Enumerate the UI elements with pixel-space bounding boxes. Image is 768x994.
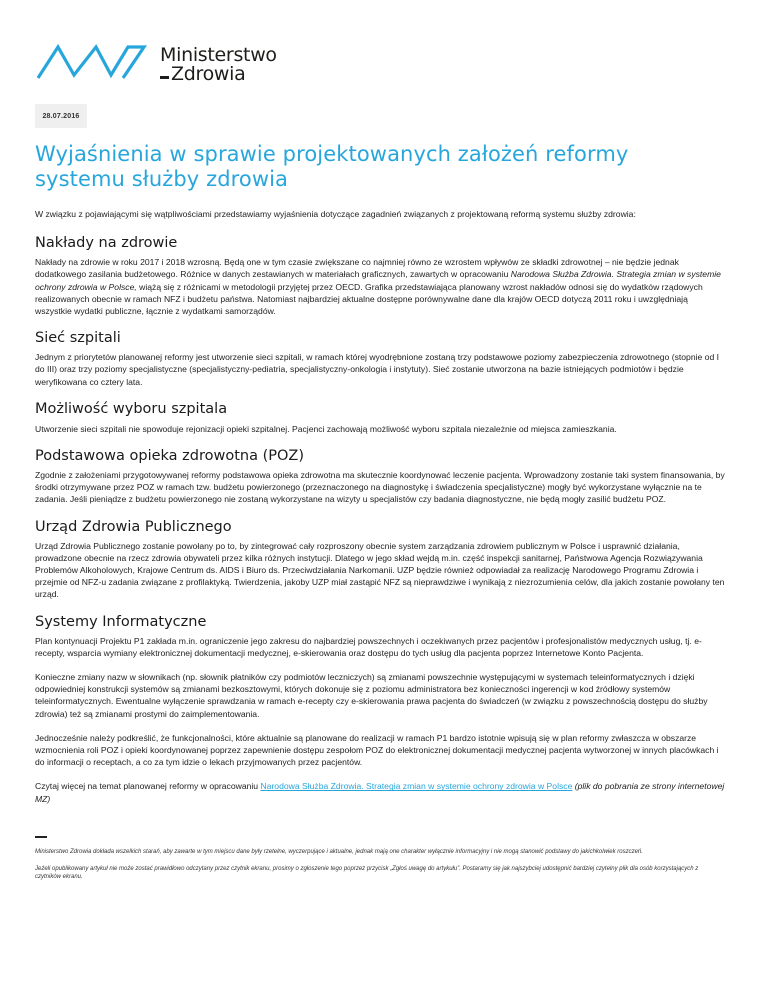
footer-divider	[35, 836, 47, 838]
paragraph-uzp: Urząd Zdrowia Publicznego zostanie powołany po to, by zintegrować cały rozproszony obecnie system zarządzania zdrowiem publicznym w Polsce i usprawnić działania, prowadzone obecnie na rzecz zdrowia obywateli przez kilka różnych instytucji. Dlatego w jego skład wejdą m.in. część inspekcji sanitarnej, Państwowa Agencja Rozwiązywania Problemów Alkoholowych, Krajowe Centrum ds. AIDS i Biuro ds. Przeciwdziałania Narkomanii. UZP będzie również odpowiadał za realizację Narodowego Programu Zdrowia i przejmie od NFZ-u zadania związane z profilaktyką. Twierdzenia, jakoby UZP miał zastąpić NFZ są nieprawdziwe i wynikają z niezrozumienia celów, dla jakich zostanie powołany ten urząd.	[35, 540, 725, 600]
text-fragment: wiążą się z różnicami w metodologii przyjętej przez OECD. Grafika przedstawiająca planowany wzrost nakładów odnosi się do wydatków rządowych realizowanych obecnie w ramach NFZ i budżetu państwa. Natomiast najbardziej aktualne dostępne porównywalne dane dla krajów OECD dotyczą 2011 roku i uwzględniają wszystkie wydatki publiczne, łącznie z wydatkami samorządów.	[35, 281, 703, 317]
heading-wybor: Możliwość wyboru szpitala	[35, 400, 228, 417]
paragraph-it-1: Plan kontynuacji Projektu P1 zakłada m.in. ograniczenie jego zakresu do najbardziej powszechnych i oczekiwanych przez pacjentów i profesjonalistów medycznych usług, tj. e-recepty, wsparcia wymiany elektronicznej dokumentacji medycznej, e-skierowania oraz dostępu do tych usług dla pacjenta poprzez Internetowe Konto Pacjenta.	[35, 635, 702, 658]
document-title: Narodowa Służba Zdrowia. Strategia zmian w systemie ochrony zdrowia w Polsce,	[35, 269, 721, 292]
paragraph-siec: Jednym z priorytetów planowanej reformy jest utworzenie sieci szpitali, w ramach której wyodrębnione zostaną trzy podstawowe poziomy zabezpieczenia zdrowotnego (stopnie od I do III) oraz trzy poziomy specjalistyczne (specjalistyczny-pediatria, specjalistyczny-onkologia i instytuty). Sieć zostanie utworzona na bazie istniejących podmiotów i będzie weryfikowana co cztery lata.	[35, 352, 720, 387]
heading-uzp: Urząd Zdrowia Publicznego	[35, 518, 232, 535]
strategy-document-link[interactable]: Narodowa Służba Zdrowia. Strategia zmian w systemie ochrony zdrowia w Polsce	[260, 781, 573, 792]
logo-line-2: Zdrowia	[171, 63, 246, 85]
date-badge: 28.07.2016	[35, 104, 87, 128]
text-fragment: Nakłady na zdrowie w roku 2017 i 2018 wzrosną. Będą one w tym czasie zwiększane co najmniej równo ze wzrostem wpływów ze składki zdrowotnej – nie będzie jednak dodatkowego zasilania budżetowego. Różnice w danych zestawianych w materiałach graficznych, zawartych w opracowaniu	[35, 257, 679, 280]
ministry-logo[interactable]	[36, 42, 277, 84]
paragraph-naklady	[35, 256, 725, 317]
paragraph-poz: Zgodnie z założeniami przygotowywanej reformy podstawowa opieka zdrowotna ma skutecznie koordynować leczenie pacjenta. Wprowadzony zostanie taki system finansowania, by środki otrzymywane przez POZ w ramach tzw. budżetu powierzonego (przeznaczonego na diagnostykę i świadczenia specjalistyczne) mogły być wykorzystane wyłącznie na te zadania. Jeśli pieniądze z budżetu powierzonego nie zostaną wykorzystane na wizyty u specjalistów czy badania diagnostyczne, nie będą mogły zasilić budżetu POZ.	[35, 470, 725, 505]
article-content	[35, 208, 725, 805]
text-fragment: Czytaj więcej na temat planowanej reformy w opracowaniu	[35, 781, 261, 792]
logo-dash	[160, 76, 169, 79]
mz-logo-mark-icon	[36, 42, 156, 82]
intro-paragraph: W związku z pojawiającymi się wątpliwościami przedstawiamy wyjaśnienia dotyczące zagadnień związanych z projektowaną reformą systemu służby zdrowia:	[35, 209, 636, 219]
heading-poz: Podstawowa opieka zdrowotna (POZ)	[35, 448, 305, 465]
logo-line-1: Ministerstwo	[160, 44, 277, 66]
paragraph-it-3: Jednocześnie należy podkreślić, że funkcjonalności, które aktualnie są planowane do realizacji w ramach P1 bardzo istotnie wpisują się w plan reformy zwłaszcza w obszarze wzmocnienia roli POZ i opieki koordynowanej poprzez zapewnienie dostępu zespołom POZ do elektronicznej dokumentacji medycznej pacjenta wytworzonej w innych placówkach i do informacji o receptach, a co za tym idzie o lekach przyjmowanych przez pacjentów.	[35, 732, 719, 768]
paragraph-it-4	[35, 780, 725, 804]
disclaimer-note: Ministerstwo Zdrowia dokłada wszelkich starań, aby zawarte w tym miejscu dane były rzetelne, wyczerpujące i aktualne, jednak mają one charakter wyłącznie informacyjny i nie mogą stanowić podstawy do jakichkolwiek roszczeń.	[35, 849, 643, 855]
paragraph-wybor: Utworzenie sieci szpitali nie spowoduje rejonizacji opieki szpitalnej. Pacjenci zachowają możliwość wyboru szpitala niezależnie od miejsca zamieszkania.	[35, 423, 617, 434]
page-title: Wyjaśnienia w sprawie projektowanych założeń reformy systemu służby zdrowia	[35, 142, 629, 191]
heading-it: Systemy Informatyczne	[35, 613, 207, 630]
heading-siec: Sieć szpitali	[35, 330, 121, 347]
accessibility-note: Jeżeli opublikowany artykuł nie może zostać prawidłowo odczytany przez czytnik ekranu, prosimy o zgłoszenie tego poprzez przycisk „Zgłoś uwagę do artykułu”. Postaramy się jak najszybciej udostępnić bardziej czytelny plik dla osób korzystających z czytników ekranu.	[35, 866, 699, 880]
paragraph-it-2: Konieczne zmiany nazw w słownikach (np. słownik płatników czy podmiotów leczniczych) są zmianami powszechnie występującymi w systemach teleinformatycznych i dzięki odpowiedniej konstrukcji systemów są zmianami bezkosztowymi, których dokonuje się z poziomu administratora bez konieczności ingerencji w kod źródłowy systemów teleinformatycznych. Ewentualne wyłączenie sprawdzania w ramach e-recepty czy e-skierowania prawa pacjenta do świadczeń (w związku z powszechnością dostępu do służby zdrowia) też są zmianami prostymi do zaimplementowania.	[35, 672, 708, 719]
heading-naklady: Nakłady na zdrowie	[35, 235, 178, 252]
logo-wordmark	[160, 46, 277, 84]
download-note: (plik do pobrania ze strony internetowej MZ)	[35, 781, 725, 804]
